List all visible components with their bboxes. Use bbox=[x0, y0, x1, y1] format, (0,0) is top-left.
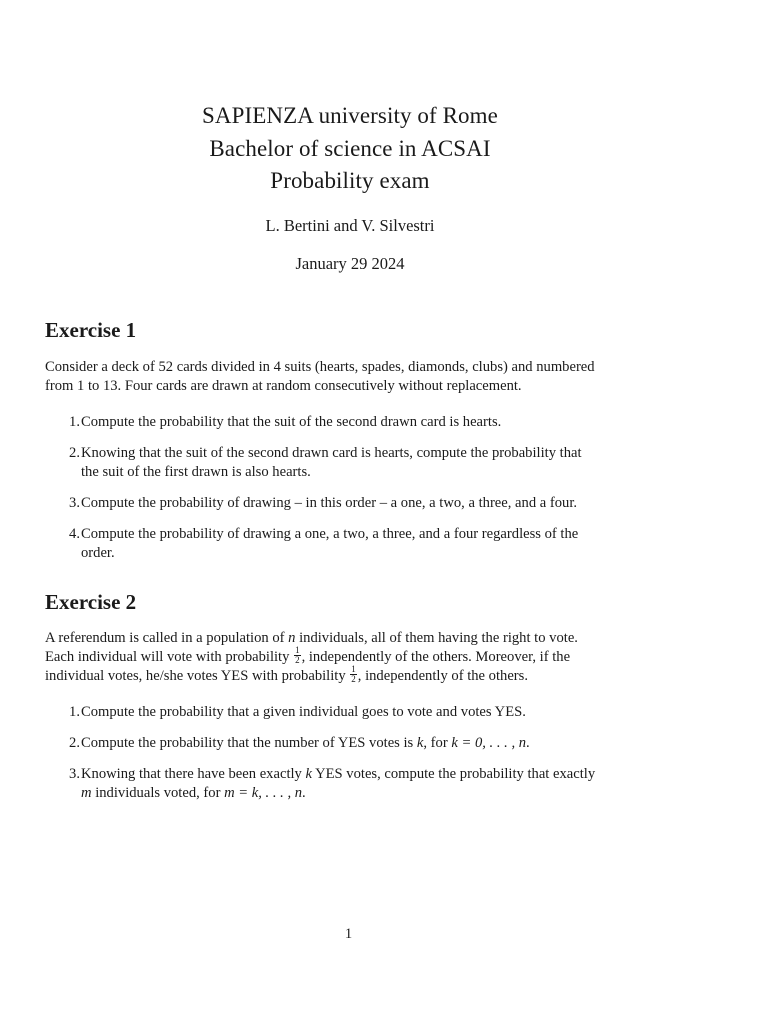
item-number: 3. bbox=[69, 766, 80, 782]
authors: L. Bertini and V. Silvestri bbox=[265, 216, 435, 235]
item-number: 3. bbox=[69, 495, 80, 511]
exercise-1-item-4 bbox=[45, 525, 657, 563]
intro-line: A referendum is called in a population of n individuals, all of them having the right to vote. bbox=[45, 630, 578, 646]
title-line-university: SAPIENZA university of Rome bbox=[202, 103, 498, 128]
item-number: 2. bbox=[69, 735, 80, 751]
item-text: Compute the probability of drawing – in this order – a one, a two, a three, and a four. bbox=[81, 495, 578, 511]
item-text: Knowing that the suit of the second drawn card is hearts, compute the probability that bbox=[81, 445, 582, 461]
intro-line: individual votes, he/she votes YES with probability $\frac{1}{2}$ , independently of the others. bbox=[45, 664, 528, 685]
exercise-2-intro bbox=[45, 629, 657, 686]
exercise-2-heading: Exercise 2 bbox=[45, 590, 137, 614]
exercise-2-item-2 bbox=[45, 734, 657, 753]
item-number: 4. bbox=[69, 526, 80, 542]
item-text: Compute the probability that a given individual goes to vote and votes YES. bbox=[81, 704, 526, 720]
item-text: Compute the probability of drawing a one, a two, a three, and a four regardless of the bbox=[81, 526, 579, 542]
title-line-program: Bachelor of science in ACSAI bbox=[209, 135, 491, 161]
item-number: 1. bbox=[69, 414, 80, 430]
item-number: 2. bbox=[69, 445, 80, 461]
intro-line: from 1 to 13. Four cards are drawn at random consecutively without replacement. bbox=[45, 378, 522, 394]
item-text: Compute the probability that the suit of the second drawn card is hearts. bbox=[81, 414, 502, 430]
item-text: the suit of the first drawn is also hearts. bbox=[81, 464, 311, 480]
fraction-one-half: $\frac{1}{2}$ bbox=[351, 664, 356, 685]
exercise-1-item-3 bbox=[45, 494, 657, 513]
exercise-2-item-3 bbox=[45, 765, 657, 803]
title-line-exam: Probability exam bbox=[270, 168, 430, 193]
item-text: m individuals voted, for m = k, . . . , n. bbox=[81, 785, 306, 801]
intro-line: Each individual will vote with probability $\frac{1}{2}$ , independently of the others. Moreover, if the bbox=[45, 645, 571, 666]
fraction-one-half: $\frac{1}{2}$ bbox=[295, 645, 300, 666]
item-text: Compute the probability that the number of YES votes is k, for k = 0, . . . , n. bbox=[81, 735, 530, 751]
exercise-1-intro bbox=[45, 358, 657, 396]
exercise-1-heading: Exercise 1 bbox=[45, 318, 137, 342]
exercise-1-item-1 bbox=[45, 413, 657, 432]
item-text: Knowing that there have been exactly k YES votes, compute the probability that exactly bbox=[81, 766, 596, 782]
intro-line: Consider a deck of 52 cards divided in 4 suits (hearts, spades, diamonds, clubs) and numbered bbox=[45, 359, 595, 375]
exercise-2-item-1 bbox=[45, 703, 657, 722]
exercise-1-item-2 bbox=[45, 444, 657, 482]
item-text: order. bbox=[81, 545, 115, 561]
exam-date: January 29 2024 bbox=[295, 254, 405, 273]
item-number: 1. bbox=[69, 704, 80, 720]
page-number: 1 bbox=[344, 926, 353, 942]
exam-title bbox=[0, 100, 700, 198]
